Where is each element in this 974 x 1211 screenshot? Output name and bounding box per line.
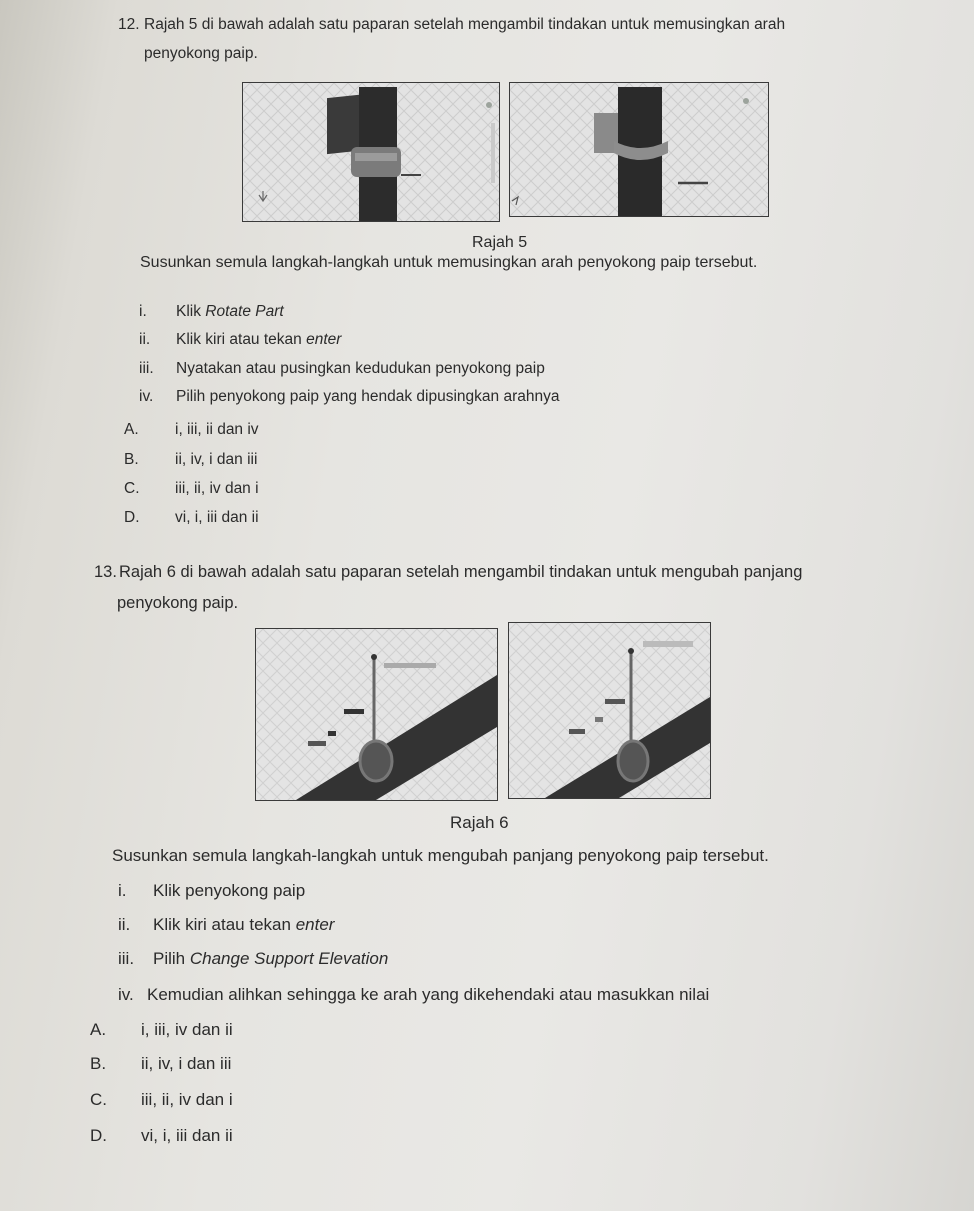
q13-step-iv	[118, 985, 709, 1005]
step-text: Pilih penyokong paip yang hendak dipusingkan arahnya	[176, 388, 560, 405]
rajah6-caption: Rajah 6	[450, 813, 509, 832]
q13-step-i	[118, 881, 305, 901]
roman-numeral: iv.	[118, 985, 134, 1004]
option-letter: C.	[90, 1090, 107, 1109]
q12-option-a	[124, 421, 259, 439]
rajah6-right-screenshot	[508, 622, 711, 799]
roman-numeral: iv.	[139, 388, 154, 405]
step-text: Klik kiri atau tekan	[153, 915, 296, 934]
roman-numeral: i.	[118, 881, 127, 900]
q13-instruction: Susunkan semula langkah-langkah untuk mengubah panjang penyokong paip tersebut.	[112, 846, 769, 865]
rajah5-right-screenshot	[509, 82, 769, 217]
option-text: iii, ii, iv dan i	[141, 1090, 233, 1109]
option-letter: B.	[90, 1054, 107, 1073]
roman-numeral: i.	[139, 303, 147, 320]
step-italic: Rotate Part	[205, 303, 284, 320]
option-text: i, iii, ii dan iv	[175, 421, 259, 438]
option-text: ii, iv, i dan iii	[141, 1054, 232, 1073]
q13-option-c	[90, 1090, 233, 1110]
q13-option-b	[90, 1054, 231, 1074]
roman-numeral: iii.	[139, 360, 154, 377]
option-letter: A.	[124, 421, 139, 438]
option-text: iii, ii, iv dan i	[175, 480, 259, 497]
step-text: Kemudian alihkan sehingga ke arah yang dikehendaki atau masukkan nilai	[147, 985, 710, 1004]
step-text: Klik penyokong paip	[153, 881, 306, 900]
step-italic: enter	[295, 915, 335, 934]
q13-option-d	[90, 1126, 233, 1146]
option-text: i, iii, iv dan ii	[141, 1020, 233, 1039]
option-text: vi, i, iii dan ii	[141, 1126, 233, 1145]
q12-option-b	[124, 451, 257, 469]
rajah6-left-screenshot	[255, 628, 498, 801]
step-text: Klik kiri atau tekan	[176, 331, 307, 348]
q12-text-line2: penyokong paip.	[144, 45, 258, 62]
option-text: ii, iv, i dan iii	[175, 451, 258, 468]
step-italic: enter	[306, 331, 342, 348]
q12-number: 12.	[118, 16, 140, 33]
step-text: Klik	[176, 303, 206, 320]
rajah5-caption: Rajah 5	[472, 234, 528, 251]
step-italic: Change Support Elevation	[189, 949, 389, 968]
q12-step-iii	[139, 360, 545, 378]
q13-number: 13.	[94, 563, 117, 581]
step-text: Pilih	[153, 949, 190, 968]
q13-option-a	[90, 1020, 233, 1040]
option-letter: D.	[124, 509, 140, 526]
q12-step-iv	[139, 388, 559, 406]
q13-text-line1: Rajah 6 di bawah adalah satu paparan setelah mengambil tindakan untuk mengubah panjang	[119, 563, 803, 581]
q12-step-i	[139, 303, 284, 321]
option-text: vi, i, iii dan ii	[175, 509, 259, 526]
roman-numeral: ii.	[118, 915, 131, 934]
option-letter: D.	[90, 1126, 107, 1145]
q12-text-line1: Rajah 5 di bawah adalah satu paparan setelah mengambil tindakan untuk memusingkan arah	[144, 16, 786, 33]
q13-step-ii	[118, 915, 334, 935]
q12-instruction: Susunkan semula langkah-langkah untuk memusingkan arah penyokong paip tersebut.	[140, 254, 758, 271]
roman-numeral: ii.	[139, 331, 151, 348]
step-text: Nyatakan atau pusingkan kedudukan penyokong paip	[176, 360, 545, 377]
option-letter: C.	[124, 480, 140, 497]
option-letter: A.	[90, 1020, 107, 1039]
q13-step-iii	[118, 949, 388, 969]
rajah5-left-screenshot	[242, 82, 500, 222]
roman-numeral: iii.	[118, 949, 135, 968]
option-letter: B.	[124, 451, 139, 468]
q12-option-c	[124, 480, 259, 498]
q13-text-line2: penyokong paip.	[117, 594, 239, 612]
q12-step-ii	[139, 331, 341, 349]
q12-option-d	[124, 509, 259, 527]
